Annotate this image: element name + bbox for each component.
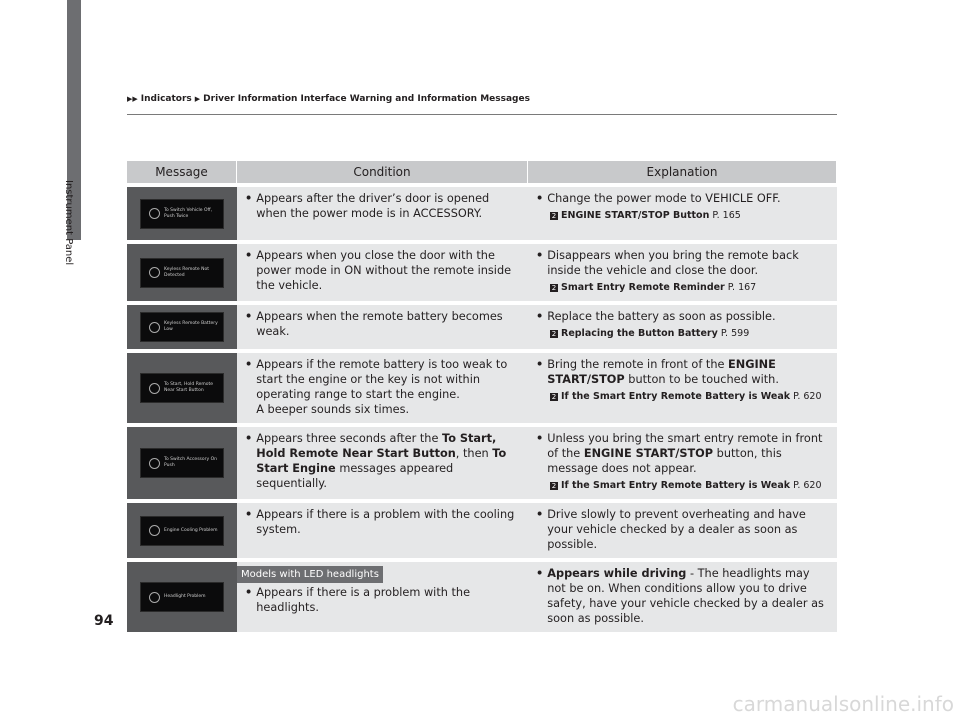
explanation-cell: • Unless you bring the smart entry remote in front of the ENGINE START/STOP button, this message does not appear. 2 If the Smart Entry Remote Battery is Weak P. 620 [528, 427, 837, 499]
condition-cell: • Appears when the remote battery becomes weak. [237, 305, 528, 349]
headlight-icon [149, 592, 160, 603]
screen-text: To Switch Accessory On Push [164, 457, 217, 468]
condition-cell: • Appears when you close the door with the power mode in ON without the remote inside the vehicle. [237, 244, 528, 301]
battery-icon [149, 322, 160, 333]
explanation-cell: • Change the power mode to VEHICLE OFF. 2 ENGINE START/STOP Button P. 165 [528, 187, 837, 240]
message-image [127, 427, 237, 499]
reference-arrow-icon: 2 [551, 212, 557, 220]
page-reference[interactable]: 2 If the Smart Entry Remote Battery is Weak P. 620 [551, 391, 822, 402]
explanation-text: Change the power mode to VEHICLE OFF. [547, 192, 781, 205]
table-row [127, 305, 837, 349]
explanation-cell: • Appears while driving - The headlights may not be on. When conditions allow you to drive safety, have your vehicle checked by a dealer as soon as possible. [528, 562, 837, 632]
triangle-icon: ▶ [194, 95, 201, 103]
display-screen [140, 582, 224, 612]
condition-cell: Models with LED headlights • Appears if there is a problem with the headlights. [237, 562, 528, 632]
condition-cell: • Appears if the remote battery is too weak to start the engine or the key is not within operating range to start the engine. A beeper sounds six times. [237, 353, 528, 423]
display-screen [140, 448, 224, 478]
explanation-cell: • Replace the battery as soon as possible. 2 Replacing the Button Battery P. 599 [528, 305, 837, 349]
remote-icon [149, 383, 160, 394]
breadcrumb-part-1[interactable]: Indicators [140, 94, 192, 104]
display-screen [140, 516, 224, 546]
screen-text: Keyless Remote Battery Low [164, 321, 218, 332]
condition-text: Appears if there is a problem with the headlights. [256, 586, 471, 614]
explanation-text: Replace the battery as soon as possible. [547, 310, 776, 323]
message-table [127, 157, 837, 636]
header-condition: Condition [237, 161, 528, 183]
message-image [127, 244, 237, 301]
model-badge: Models with LED headlights [237, 566, 383, 583]
explanation-text: Drive slowly to prevent overheating and have your vehicle checked by a dealer as soon as possible. [547, 508, 806, 551]
triangle-icon: ▶▶ [127, 95, 138, 103]
table-row [127, 503, 837, 558]
explanation-text: Disappears when you bring the remote back inside the vehicle and close the door. [547, 249, 799, 277]
page-reference[interactable]: 2 If the Smart Entry Remote Battery is Weak P. 620 [551, 480, 822, 491]
message-image [127, 353, 237, 423]
breadcrumb-part-2[interactable]: Driver Information Interface Warning and Information Messages [203, 94, 530, 104]
section-label: Instrument Panel [63, 180, 74, 266]
page-reference[interactable]: 2 Smart Entry Remote Reminder P. 167 [551, 282, 757, 293]
reference-arrow-icon: 2 [551, 393, 557, 401]
display-screen [140, 258, 224, 288]
watermark: carmanualsonline.info [732, 692, 954, 716]
message-image [127, 503, 237, 558]
reference-arrow-icon: 2 [551, 330, 557, 338]
condition-extra: A beeper sounds six times. [256, 403, 410, 416]
condition-text: Appears when the remote battery becomes weak. [256, 310, 503, 338]
table-row [127, 353, 837, 423]
condition-cell: • Appears if there is a problem with the cooling system. [237, 503, 528, 558]
key-icon [149, 267, 160, 278]
explanation-cell: • Bring the remote in front of the ENGINE START/STOP button to be touched with. 2 If the Smart Entry Remote Battery is Weak P. 620 [528, 353, 837, 423]
table-row [127, 562, 837, 632]
explanation-cell: • Drive slowly to prevent overheating and have your vehicle checked by a dealer as soon as possible. [528, 503, 837, 558]
message-image [127, 305, 237, 349]
condition-text: Appears after the driver’s door is opened when the power mode is in ACCESSORY. [256, 192, 490, 220]
message-image [127, 562, 237, 632]
table-row [127, 187, 837, 240]
thermometer-icon [149, 525, 160, 536]
power-icon [149, 458, 160, 469]
reference-arrow-icon: 2 [551, 482, 557, 490]
power-icon [149, 208, 160, 219]
page-number: 94 [94, 613, 114, 629]
header-message: Message [127, 161, 237, 183]
screen-text: Keyless Remote Not Detected [164, 266, 209, 278]
screen-text: To Switch Vehicle Off, Push Twice [164, 207, 213, 219]
table-row [127, 244, 837, 301]
screen-text: Headlight Problem [164, 594, 206, 599]
sidebar [44, 0, 66, 722]
table-row [127, 427, 837, 499]
display-screen [140, 199, 224, 229]
display-screen [140, 312, 224, 342]
page-reference[interactable]: 2 ENGINE START/STOP Button P. 165 [551, 210, 741, 221]
condition-text: Appears when you close the door with the power mode in ON without the remote inside the vehicle. [256, 249, 512, 292]
page-reference[interactable]: 2 Replacing the Button Battery P. 599 [551, 328, 750, 339]
reference-arrow-icon: 2 [551, 284, 557, 292]
screen-text: To Start, Hold Remote Near Start Button [164, 382, 214, 393]
condition-text: Appears if there is a problem with the cooling system. [256, 508, 515, 536]
screen-text: Engine Cooling Problem [164, 527, 218, 533]
condition-cell: • Appears after the driver’s door is opened when the power mode is in ACCESSORY. [237, 187, 528, 240]
display-screen [140, 373, 224, 403]
breadcrumb [127, 94, 530, 104]
explanation-cell: • Disappears when you bring the remote back inside the vehicle and close the door. 2 Smart Entry Remote Reminder P. 167 [528, 244, 837, 301]
message-image [127, 187, 237, 240]
condition-text: Appears if the remote battery is too weak to start the engine or the key is not within operating range to start the engine. [256, 358, 508, 401]
header-explanation: Explanation [528, 161, 837, 183]
condition-cell: • Appears three seconds after the To Start, Hold Remote Near Start Button, then To Start Engine messages appeared sequentially. [237, 427, 528, 499]
header-rule [127, 114, 837, 115]
